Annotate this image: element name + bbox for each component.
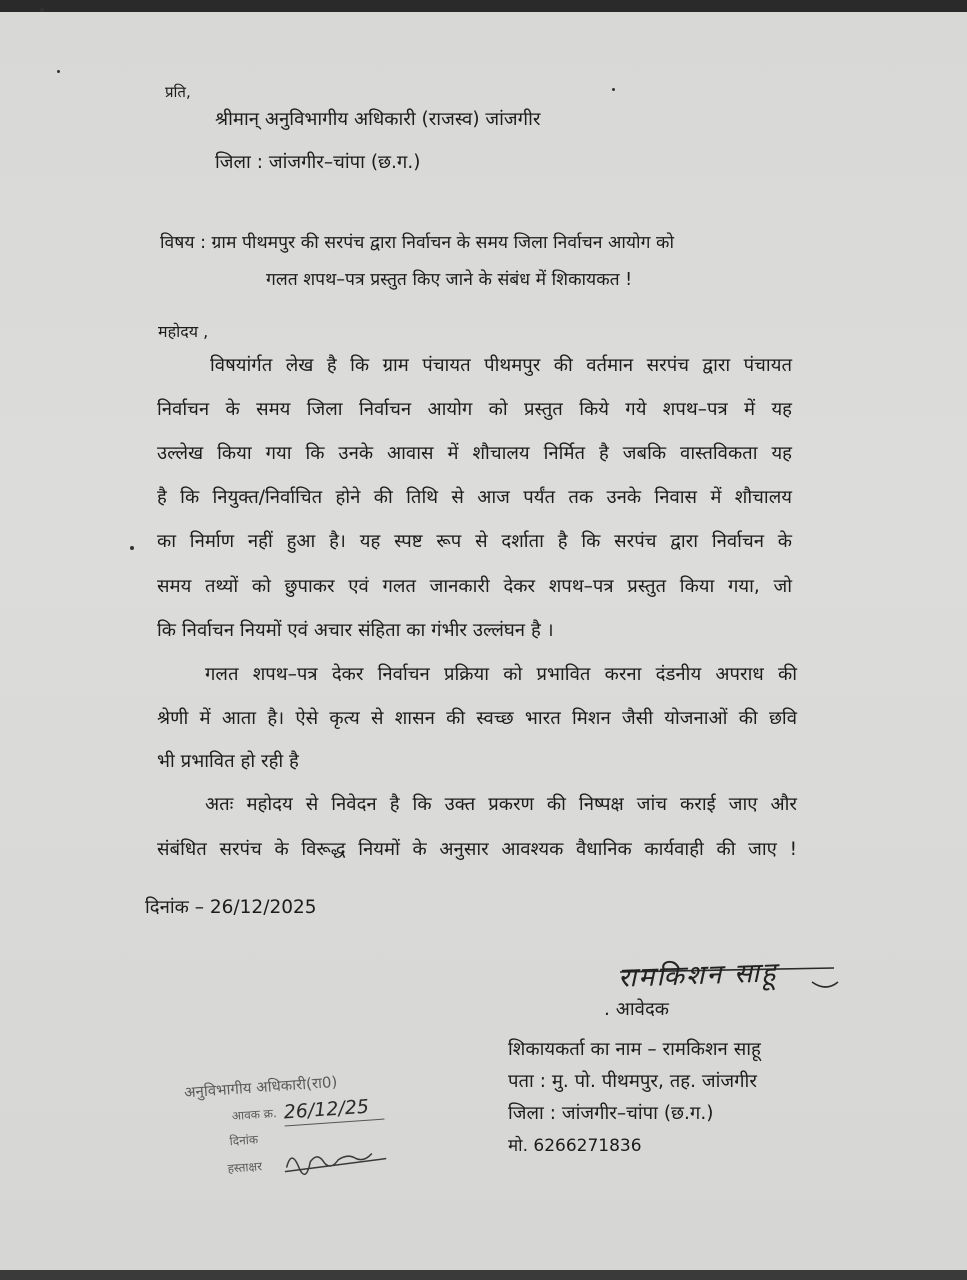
stamp-received-label: आवक क्र. [231,1106,278,1124]
para1-line-4: है कि नियुक्त/निर्वाचित होने की तिथि से आज पर्यंत तक उनके निवास में शौचालय [157,487,792,508]
para1-line-2: निर्वाचन के समय जिला निर्वाचन आयोग को प्रस्तुत किये गये शपथ–पत्र में यह [157,399,792,420]
stamp-signature-scribble [281,1138,393,1178]
complainant-mobile: मो. 6266271836 [508,1136,642,1156]
date-line: दिनांक – 26/12/2025 [145,897,317,918]
complainant-address: पता : मु. पो. पीथमपुर, तह. जांजगीर [508,1071,757,1092]
addressee-line-1: श्रीमान् अनुविभागीय अधिकारी (राजस्व) जांजगीर [215,109,541,130]
para3-line-1: अतः महोदय से निवेदन है कि उक्त प्रकरण की निष्पक्ष जांच कराई जाए और [205,794,797,815]
photo-top-edge [0,0,967,12]
para2-line-2: श्रेणी में आता है। ऐसे कृत्य से शासन की स्वच्छ भारत मिशन जैसी योजनाओं की छवि [157,708,797,729]
para1-line-7: कि निर्वाचन नियमों एवं अचार संहिता का गंभीर उल्लंघन है । [157,620,554,641]
speck [130,546,134,550]
prati-label: प्रति, [165,83,191,101]
para2-line-3: भी प्रभावित हो रही है [157,751,299,772]
para1-line-3: उल्लेख किया गया कि उनके आवास में शौचालय निर्मित है जबकि वास्तविकता यह [157,443,792,464]
stamp-date-label: दिनांक [229,1132,259,1149]
stamp-date-value: 26/12/25 [282,1095,370,1124]
para1-line-5: का निर्माण नहीं हुआ है। यह स्पष्ट रूप से दर्शाता है कि सरपंच द्वारा निर्वाचन के [157,531,792,552]
subject-line-2: गलत शपथ–पत्र प्रस्तुत किए जाने के संबंध में शिकायकत ! [266,270,633,290]
handwritten-signature: रामकिशन साहू [617,957,778,994]
speck [57,70,60,73]
speck [612,88,615,91]
para3-line-2: संबंधित सरपंच के विरूद्ध नियमों के अनुसार आवश्यक वैधानिक कार्यवाही की जाए ! [157,839,797,860]
complainant-district: जिला : जांजगीर–चांपा (छ.ग.) [508,1103,714,1124]
stamp-office: अनुविभागीय अधिकारी(रा0) [183,1072,338,1102]
para1-line-6: समय तथ्यों को छुपाकर एवं गलत जानकारी देकर शपथ–पत्र प्रस्तुत किया गया, जो [157,576,792,597]
para1-line-1: विषयांर्गत लेख है कि ग्राम पंचायत पीथमपुर की वर्तमान सरपंच द्वारा पंचायत [210,355,792,376]
stamp-signature-label: हस्ताक्षर [227,1159,263,1176]
addressee-line-2: जिला : जांजगीर–चांपा (छ.ग.) [215,152,421,173]
speck [40,8,44,12]
salutation: महोदय , [158,322,209,341]
subject-line-1: विषय : ग्राम पीथमपुर की सरपंच द्वारा निर्वाचन के समय जिला निर्वाचन आयोग को [160,233,674,253]
applicant-label: . आवेदक [604,999,669,1020]
para2-line-1: गलत शपथ–पत्र देकर निर्वाचन प्रक्रिया को प्रभावित करना दंडनीय अपराध की [205,664,797,685]
photo-bottom-edge [0,1270,967,1280]
complainant-name: शिकायकर्ता का नाम – रामकिशन साहू [508,1039,761,1060]
receipt-stamp [181,1068,403,1193]
